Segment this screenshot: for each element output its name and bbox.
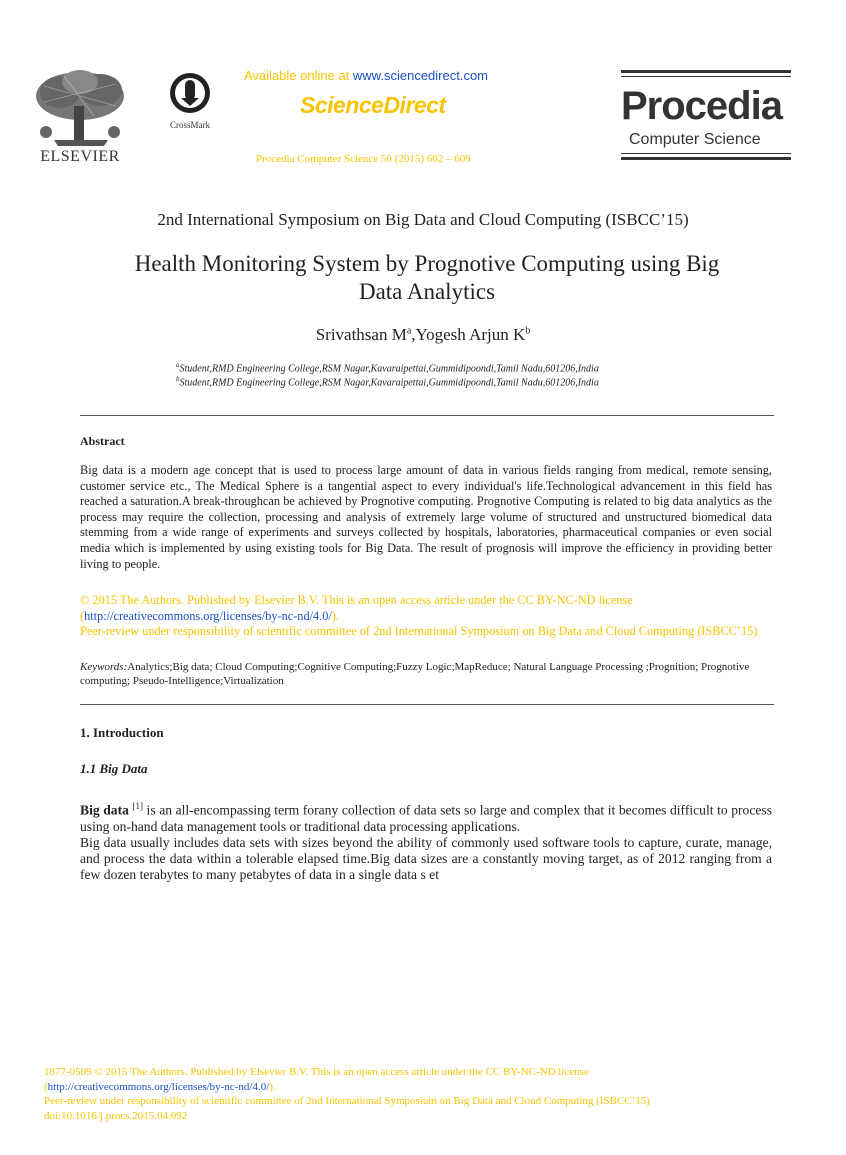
footer-url-open: ( (44, 1080, 48, 1093)
author-list (0, 325, 846, 345)
sciencedirect-link[interactable]: www.sciencedirect.com (352, 68, 489, 83)
lead-term: Big data (80, 802, 129, 818)
license-line1: © 2015 The Authors. Published by Elsevier B.V. This is an open access article under the CC BY-NC-ND license (80, 593, 633, 607)
paragraph-1 (80, 798, 772, 835)
crossmark-label: CrossMark (170, 120, 210, 130)
author-2: Yogesh Arjun K (415, 325, 526, 344)
author-1-sup: a (406, 325, 412, 337)
affiliation-a-sup: a (176, 361, 180, 369)
footer-line2 (44, 1080, 764, 1095)
license-url-close: ). (331, 608, 339, 623)
footer-line3: Peer-review under responsibility of scientific committee of 2nd International Symposium on Big Data and Cloud Computing (ISBCC’15) (44, 1095, 650, 1107)
author-2-sup: b (525, 325, 531, 337)
footer-line1: 1877-0509 © 2015 The Authors. Published by Elsevier B.V. This is an open access article under the CC BY-NC-ND license (44, 1066, 589, 1078)
elsevier-tree-icon (24, 66, 136, 148)
affiliation-a (176, 361, 736, 374)
footer-url-close: ). (269, 1080, 276, 1093)
procedia-bottom-rule (621, 157, 791, 160)
author-separator: , (411, 325, 416, 344)
license-link[interactable]: http://creativecommons.org/licenses/by-nc-nd/4.0/ (84, 608, 332, 623)
abstract-body: Big data is a modern age concept that is used to process large amount of data in various fields ranging from medical, remote sensing, customer service etc., The Medical Sphere is a tangential aspect to every individual's life.Technological advancement in this field has reached a saturation.A break-throughcan be achieved by Prognotive computing. Prognotive Computing is related to big data analytics as the process may require the collection, processing and analysis of extremely large volume of structured and unstructured biomedical data stemming from a wide range of experiments and surveys collected by hospitals, laboratories, pharmaceutical companies or even social media which is implemented by using existing tools for Big Data. The result of prognosis will improve the efficiency in providing better living to people. (80, 463, 772, 571)
crossmark-icon (169, 72, 211, 114)
procedia-bottom-rule-thin (621, 153, 791, 154)
procedia-top-rule (621, 70, 791, 73)
license-line3: Peer-review under responsibility of scientific committee of 2nd International Symposium on Big Data and Cloud Computing (ISBCC’15) (80, 624, 758, 639)
publisher-name: ELSEVIER (40, 148, 120, 165)
affiliation-b-sup: b (176, 375, 180, 383)
procedia-title: Procedia (621, 84, 782, 128)
available-prefix: Available online at (244, 68, 353, 83)
body-paragraphs (80, 798, 772, 883)
footer-doi[interactable]: doi:10.1016/j.procs.2015.04.092 (44, 1109, 188, 1122)
crossmark-badge[interactable] (166, 72, 214, 130)
author-1: Srivathsan M (315, 325, 407, 344)
subsection-heading-big-data: 1.1 Big Data (80, 761, 148, 776)
sciencedirect-brand: ScienceDirect (300, 92, 446, 118)
footer-license-link[interactable]: http://creativecommons.org/licenses/by-nc-nd/4.0/ (47, 1080, 270, 1093)
license-statement (80, 593, 772, 640)
license-line2 (80, 609, 772, 625)
procedia-subtitle: Computer Science (629, 131, 761, 148)
procedia-top-rule-thin (621, 76, 791, 77)
available-online (244, 68, 524, 83)
abstract-heading: Abstract (80, 434, 125, 448)
divider-top (80, 415, 774, 416)
journal-citation: Procedia Computer Science 50 (2015) 602 – 609 (256, 153, 471, 165)
paper-title-line2: Data Analytics (358, 279, 496, 304)
keywords-label: Keywords: (80, 661, 128, 673)
affiliation-b (176, 375, 736, 388)
keywords (80, 660, 772, 688)
symposium-name: 2nd International Symposium on Big Data and Cloud Computing (ISBCC’15) (157, 210, 689, 229)
affiliation-b-text: Student,RMD Engineering College,RSM Nagar,Kavaraipettai,Gummidipoondi,Tamil Nadu,601206,India (179, 377, 599, 389)
footer-copyright (44, 1065, 764, 1123)
divider-bottom (80, 704, 774, 705)
paper-title-line1: Health Monitoring System by Prognotive Computing using Big (134, 251, 720, 276)
section-heading-introduction: 1. Introduction (80, 725, 164, 740)
license-url-open: ( (80, 608, 85, 623)
paragraph-1-text: is an all-encompassing term forany collection of data sets so large and complex that it becomes difficult to process using on-hand data management tools or traditional data processing applications. (80, 802, 772, 834)
reference-1[interactable]: [1] (132, 801, 143, 811)
procedia-logo (621, 70, 791, 164)
keywords-list: Analytics;Big data; Cloud Computing;Cognitive Computing;Fuzzy Logic;MapReduce; Natural Language Processing ;Prognition; Prognotive computing; Pseudo-Intelligence;Virtualization (80, 661, 750, 687)
paragraph-2: Big data usually includes data sets with sizes beyond the ability of commonly used software tools to capture, curate, manage, and process the data within a tolerable elapsed time.Big data sizes are a constantly moving target, as of 2012 ranging from a few dozen terabytes to many petabytes of data in a single data s et (80, 834, 772, 882)
affiliation-a-text: Student,RMD Engineering College,RSM Nagar,Kavaraipettai,Gummidipoondi,Tamil Nadu,601206,India (179, 363, 599, 375)
paper-title (80, 250, 774, 306)
